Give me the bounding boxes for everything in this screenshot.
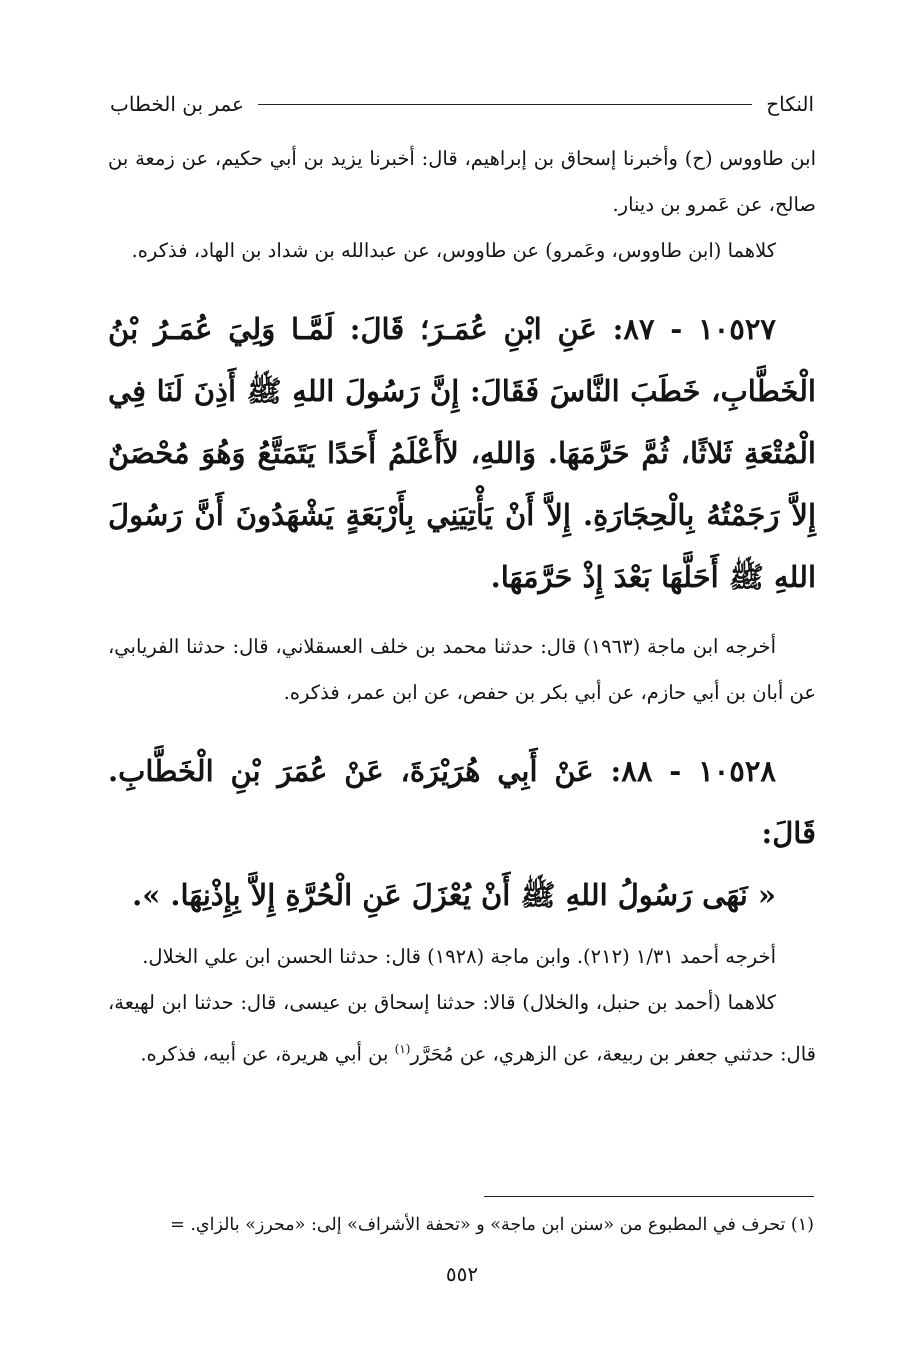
takhrij-paragraph-2: أخرجه أحمد ١/٣١ (٢١٢). وابن ماجة (١٩٢٨) قال: حدثنا الحسن ابن علي الخلال. (142, 945, 776, 968)
header-chapter: النكاح (766, 92, 814, 116)
footnote-reference: (١) (394, 1042, 411, 1056)
takhrij-paragraph-3-text: كلاهما (أحمد بن حنبل، والخلال) قالا: حدثنا إسحاق بن عيسى، قال: حدثنا ابن لهيعة، قال: حدثني جعفر بن ربيعة، عن الزهري، عن مُحَرَّر (108, 991, 816, 1066)
header-rule (258, 104, 752, 105)
running-header (110, 88, 814, 120)
hadith-10528-intro: ١٠٥٢٨ - ٨٨: عَنْ أَبِي هُرَيْرَةَ، عَنْ عُمَرَ بْنِ الْخَطَّابِ. قَالَ: (108, 754, 816, 850)
hadith-10527: ١٠٥٢٧ - ٨٧: عَنِ ابْنِ عُمَـرَ؛ قَالَ: لَمَّـا وَلِيَ عُمَـرُ بْنُ الْخَطَّابِ، خَطَبَ النَّاسَ فَقَالَ: إِنَّ رَسُولَ اللهِ ﷺ أَذِنَ لَنَا فِي الْمُتْعَةِ ثَلاثًا، ثُمَّ حَرَّمَهَا. وَاللهِ، لاَأَعْلَمُ أَحَدًا يَتَمَتَّعُ وَهُوَ مُحْصَنٌ إِلاَّ رَجَمْتُهُ بِالْحِجَارَةِ. إِلاَّ أَنْ يَأْتِيَنِي بِأَرْبَعَةٍ يَشْهَدُونَ أَنَّ رَسُولَ اللهِ ﷺ أَحَلَّهَا بَعْدَ إِذْ حَرَّمَهَا. (108, 312, 816, 594)
takhrij-paragraph-1: أخرجه ابن ماجة (١٩٦٣) قال: حدثنا محمد بن خلف العسقلاني، قال: حدثنا الفريابي، عن أبان بن أبي حازم، عن أبي بكر بن حفص، عن ابن عمر، فذكره. (108, 635, 816, 704)
footnote-separator (484, 1196, 814, 1197)
page-number: ٥٥٢ (445, 1262, 479, 1286)
page-body (108, 136, 816, 1078)
footnote-1: (١) تحرف في المطبوع من «سنن ابن ماجة» و «تحفة الأشراف» إلى: «محرز» بالزاي. = (170, 1215, 814, 1235)
hadith-10528-text: « نَهَى رَسُولُ اللهِ ﷺ أَنْ يُعْزَلَ عَنِ الْحُرَّةِ إِلاَّ بِإِذْنِهَا. ». (132, 878, 776, 912)
narration-paragraph-1: ابن طاووس (ح) وأخبرنا إسحاق بن إبراهيم، قال: أخبرنا يزيد بن أبي حكيم، عن زمعة بن صالح، عن عَمرو بن دينار. (108, 147, 816, 216)
takhrij-paragraph-3-end: بن أبي هريرة، عن أبيه، فذكره. (140, 1042, 395, 1066)
takhrij-paragraph-3 (108, 980, 816, 1078)
narration-paragraph-2: كلاهما (ابن طاووس، وعَمرو) عن طاووس، عن عبدالله بن شداد بن الهاد، فذكره. (131, 239, 776, 262)
header-section: عمر بن الخطاب (110, 92, 244, 116)
